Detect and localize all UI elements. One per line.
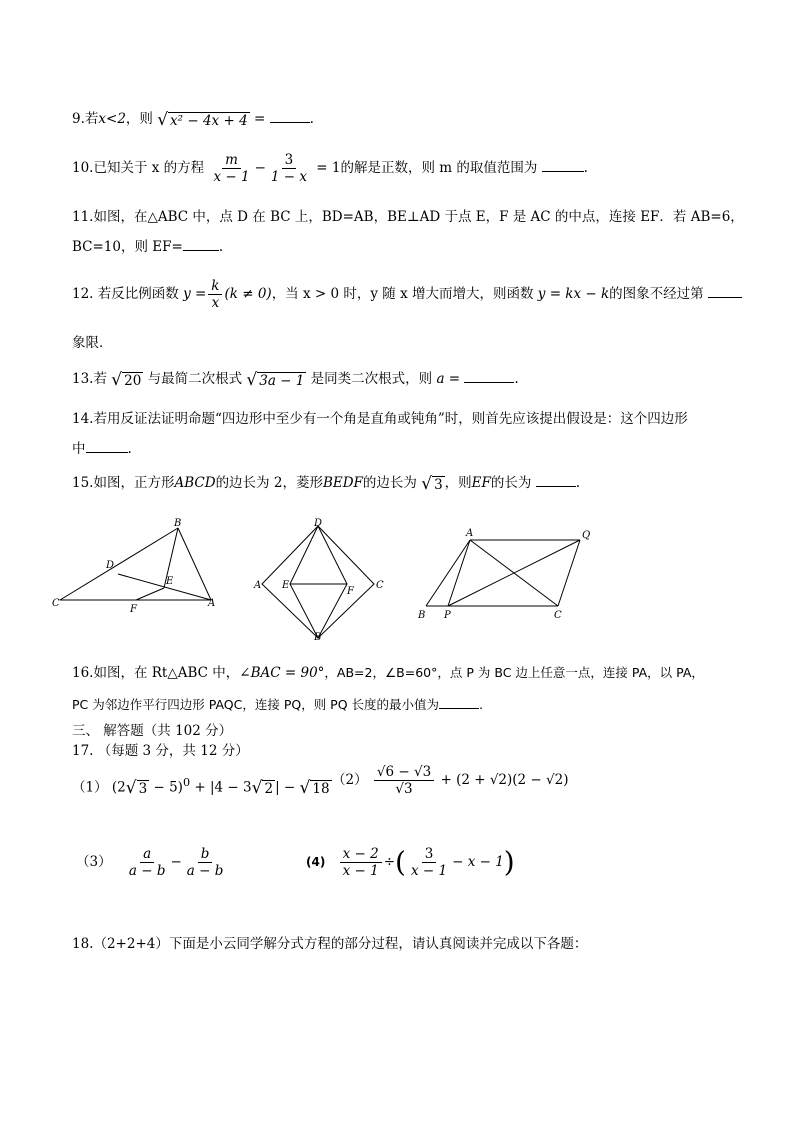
q12-condition: (k ≠ 0) [224,286,272,302]
q17-p3-minus: − [170,854,182,870]
q15-period: . [575,475,580,491]
q17-p3-denominator-2: a − b [186,863,224,879]
q17-p2-fraction [374,764,434,797]
q13-radicand-2: 3a − 1 [259,372,305,389]
q10-f2-numerator: 3 [282,152,297,169]
q11-period: . [218,239,224,255]
q9-radical: √ x² − 4x + 4 [157,109,248,130]
q9-equals: = [253,111,266,127]
q17-p4-numerator-1: x − 2 [340,846,382,863]
q13-radical-2: √ 3a − 1 [246,369,305,390]
q15-square: ABCD [174,475,216,491]
question-18: 18.（2+2+4）下面是小云同学解分式方程的部分过程，请认真阅读并完成以下各题： [72,936,588,952]
q17-p1-radicand-1: 3 [138,781,148,797]
fig2-label-b: B [314,632,322,640]
fig2-label-f: F [347,586,354,597]
q15-ef: EF [471,475,491,491]
q12-fraction [208,278,222,311]
q17-p1-b: − 5) [149,779,183,796]
question-17-title: 17. （每题 3 分，共 12 分） [72,743,249,759]
fig2-label-a: A [254,580,262,591]
fig2-label-c: C [376,580,384,591]
fig3-label-q: Q [582,530,591,541]
q12-y-equals: y = [183,286,207,302]
q13-text: 13.若 [72,371,107,387]
fig3-label-b: B [418,610,426,621]
question-14-line-2 [72,440,132,458]
q17-p4-fraction-2 [408,846,450,879]
q10-answer-blank[interactable] [542,159,584,172]
q10-text: 10.已知关于 x 的方程 [72,160,205,176]
q17-p2-numerator: √6 − √3 [374,764,434,781]
q15-text-2: 的边长为 2，菱形 [215,475,323,491]
q15-radicand: 3 [434,476,443,493]
q17-part-4 [306,846,515,879]
q17-p2-denominator: √3 [395,781,413,797]
q17-p3-fraction-1 [126,846,169,879]
q17-p4-denominator-2: x − 1 [410,863,448,879]
q17-p2-label: （2） [332,772,368,788]
q17-p4-rest: − x − 1 [452,854,504,870]
question-15 [72,474,580,493]
q15-rhombus: BEDF [322,475,363,491]
section-3-heading: 三、 解答题（共 102 分） [72,723,233,739]
fig3-label-p: P [444,610,451,621]
question-11-line-1: 11.如图，在△ABC 中，点 D 在 BC 上，BD=AB，BE⊥AD 于点 E，F 是 AC 的中点，连接 EF．若 AB=6， [72,209,744,225]
q17-p4-open-paren: ( [395,845,406,879]
question-10 [72,152,588,185]
q9-period: . [309,111,314,127]
q9-text: ，则 [125,111,153,127]
q15-answer-blank[interactable] [536,474,576,487]
q15-text: 15.如图，正方形 [72,475,175,491]
q17-p1-c: + |4 − 3 [190,779,252,796]
q17-p1-a: (2 [111,779,126,796]
q13-radical-1: √ 20 [111,369,142,390]
q13-text-2: 与最简二次根式 [147,371,243,387]
fig1-label-f: F [130,604,137,615]
fig2-label-e: E [282,580,290,591]
q16-text: 16.如图，在 Rt△ABC 中， [72,665,240,681]
question-11-line-2 [72,238,223,256]
question-16-line-1 [72,664,704,682]
question-16-line-2 [72,696,483,714]
q16-angle: ∠BAC = 90° [239,665,325,681]
q15-text-3: 的边长为 [362,475,417,491]
q17-p4-divide: ÷ [383,854,396,870]
q9-answer-blank[interactable] [270,110,310,123]
fig1-label-b: B [174,518,182,529]
q16-text-3: PC 为邻边作平行四边形 PAQC，连接 PQ，则 PQ 长度的最小值为 [72,697,440,712]
figure-square-rhombus [250,516,390,640]
question-13 [72,370,519,389]
q12-answer-blank[interactable] [708,285,742,298]
q9-condition: x<2 [98,111,126,127]
q12-text-3: 的图象不经过第 [609,286,704,302]
question-12-line-2: 象限． [72,335,113,351]
q13-radicand-1: 20 [124,372,142,389]
q17-part-3 [76,846,228,879]
figure-parallelogram [412,524,612,624]
q17-p4-label: (4) [306,855,326,869]
q17-p1-label: （1） [72,779,108,796]
fig1-label-a: A [208,598,216,609]
q10-fraction-2 [268,152,310,185]
q17-p4-fraction-1 [340,846,382,879]
question-9 [72,110,314,129]
q12-function: y = kx − k [537,286,610,302]
q12-text-2: ，当 x > 0 时，y 随 x 增大而增大，则函数 [271,286,534,302]
q13-variable: a = [436,371,461,387]
q17-p1-exponent: 0 [182,776,191,789]
q14-period: . [127,441,132,457]
fig1-label-e: E [166,576,174,587]
q17-p3-numerator-1: a [140,846,154,863]
q16-answer-blank[interactable] [439,696,479,709]
q17-p1-radical-3: √ 18 [299,778,330,798]
q12-denominator: x [211,295,220,311]
q17-p4-denominator-1: x − 1 [342,863,379,879]
q14-text: 中 [72,441,86,457]
q17-p3-label: （3） [76,854,112,870]
q11-answer-blank[interactable] [183,238,219,251]
q15-radical: √ 3 [421,473,443,494]
q17-p1-d: | − [275,779,300,796]
q17-p3-numerator-2: b [198,846,213,863]
question-14-line-1: 14.若用反证法证明命题“四边形中至少有一个角是直角或钝角”时，则首先应该提出假设是：这个四边形 [72,411,688,427]
q16-text-2: ，AB=2，∠B=60°，点 P 为 BC 边上任意一点，连接 PA，以 PA， [324,665,704,680]
q10-minus: − [254,160,266,176]
q15-text-5: 的长为 [490,475,532,491]
q10-f1-denominator: x − 1 [213,169,250,185]
q17-p4-close-paren: ) [503,845,515,879]
q10-text-2: = 1的解是正数，则 m 的取值范围为 [316,160,538,176]
figure-triangle-abc [48,518,228,618]
q17-p1-radicand-2: 2 [264,781,274,797]
fig1-label-c: C [52,598,60,609]
q17-p3-denominator-1: a − b [128,863,166,879]
q17-p1-radical-1: √ 3 [125,778,148,798]
q17-p2-rest: + (2 + √2)(2 − √2) [440,772,569,788]
q17-p1-radicand-3: 18 [312,781,330,797]
q13-period: . [514,371,519,387]
q14-answer-blank[interactable] [86,440,128,453]
q17-p4-numerator-2: 3 [422,846,437,863]
q9-number: 9.若 [72,111,99,127]
q12-numerator: k [208,278,222,295]
q9-radicand: x² − 4x + 4 [170,112,248,129]
q10-period: . [583,160,588,176]
q13-text-3: 是同类二次根式，则 [310,371,433,387]
q17-p1-radical-2: √ 2 [251,778,274,798]
q11-text: BC=10，则 EF= [72,239,183,255]
q10-fraction-1 [210,152,252,185]
q17-p3-fraction-2 [184,846,227,879]
fig1-label-d: D [106,560,115,571]
q16-period: . [479,697,484,712]
q17-part-1 [72,768,332,798]
fig3-label-a: A [466,528,474,539]
q10-f1-numerator: m [222,152,241,169]
fig3-label-c: C [554,610,562,621]
q12-text: 12. 若反比例函数 [72,286,179,302]
question-12 [72,278,742,311]
q17-part-2 [332,764,569,797]
fig2-label-d: D [314,518,323,529]
q10-f2-denominator: 1 − x [270,169,307,185]
q13-answer-blank[interactable] [464,370,514,383]
q15-text-4: ，则 [444,475,472,491]
